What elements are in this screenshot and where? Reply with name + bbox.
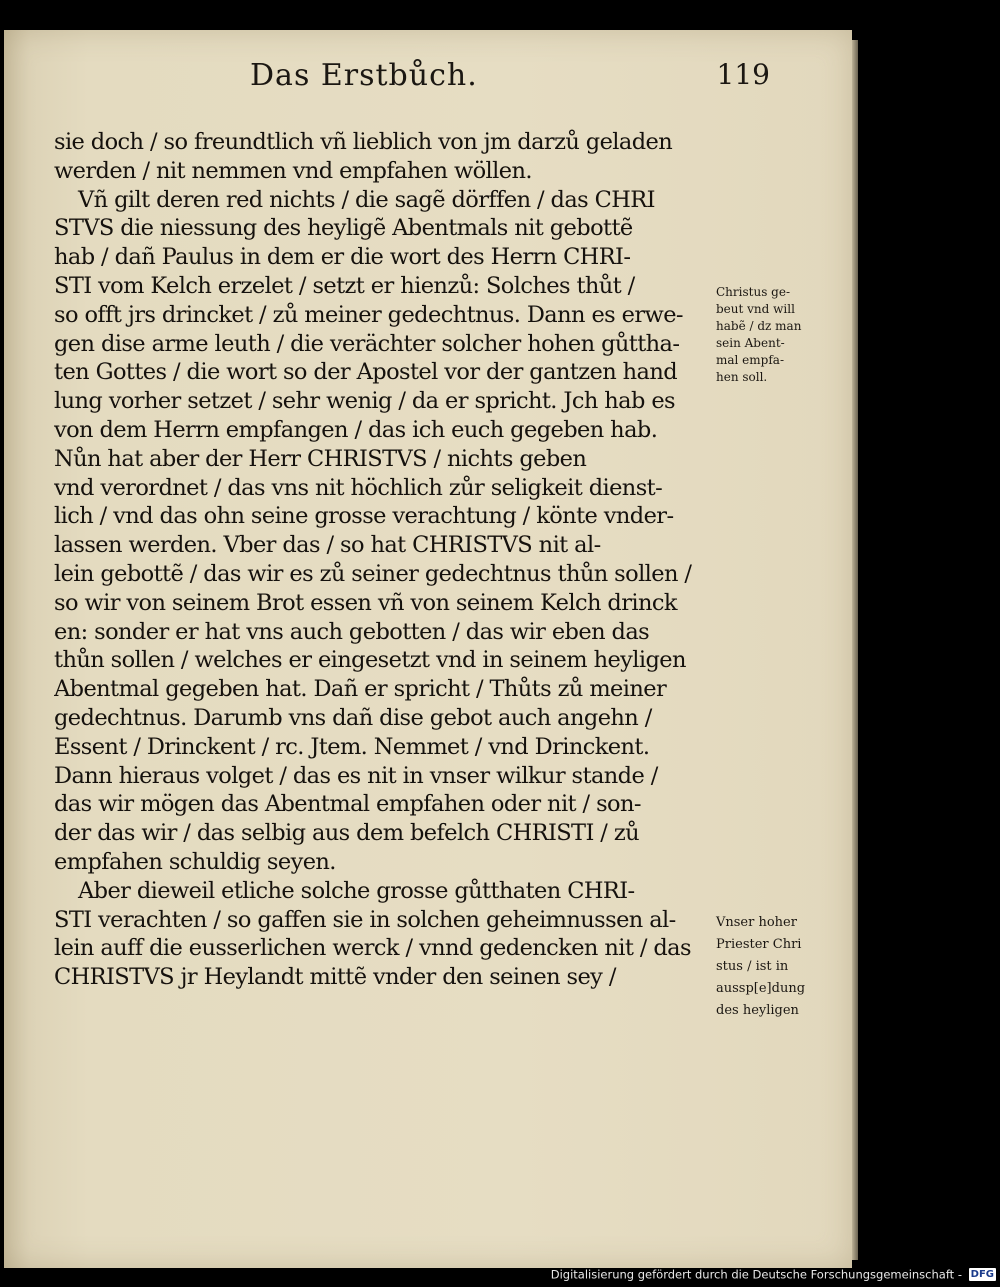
margin-note-line: mal empfa-	[716, 353, 784, 367]
text-line: en: sonder er hat vns auch gebotten / das wir eben das	[54, 618, 650, 645]
footer-credit: Digitalisierung gefördert durch die Deutsche Forschungsgemeinschaft -	[550, 1267, 962, 1282]
text-line: STVS die niessung des heyligẽ Abentmals nit gebottẽ	[54, 215, 633, 242]
text-line: werden / nit nemmen vnd empfahen wöllen.	[54, 157, 532, 184]
text-line: lung vorher setzet / sehr wenig / da er spricht. Jch hab es	[54, 388, 675, 415]
text-line: empfahen schuldig seyen.	[54, 848, 336, 875]
text-line: STI verachten / so gaffen sie in solchen geheimnussen al-	[54, 906, 676, 933]
main-text-block	[54, 128, 714, 992]
margin-note-line: Vnser hoher	[716, 915, 797, 930]
text-line: gedechtnus. Darumb vns dañ dise gebot auch angehn /	[54, 704, 652, 731]
page-edge-shadow	[852, 40, 858, 1260]
margin-note-line: stus / ist in	[716, 959, 789, 974]
margin-note-line: Priester Chri	[716, 937, 802, 952]
text-line: sie doch / so freundtlich vñ lieblich von jm darzů geladen	[54, 129, 673, 155]
margin-note-line: sein Abent-	[716, 336, 785, 350]
text-line: vnd verordnet / das vns nit höchlich zůr seligkeit dienst-	[54, 474, 663, 501]
margin-note-line: habẽ / dz man	[716, 319, 802, 333]
text-line: der das wir / das selbig aus dem befelch CHRISTI / zů	[54, 820, 639, 847]
margin-note-line: Christus ge-	[716, 285, 791, 299]
running-header	[250, 58, 770, 98]
running-head-title: Das Erstbůch.	[250, 58, 478, 93]
text-line: hab / dañ Paulus in dem er die wort des Herrn CHRI-	[54, 244, 631, 271]
text-line: lassen werden. Vber das / so hat CHRISTVS nit al-	[54, 532, 601, 559]
digitization-footer	[551, 1267, 996, 1285]
text-line: gen dise arme leuth / die verächter solcher hohen gůttha-	[54, 330, 680, 357]
dfg-logo-icon: DFG	[970, 1269, 994, 1280]
text-line: von dem Herrn empfangen / das ich euch gegeben hab.	[54, 416, 658, 443]
text-line: Nůn hat aber der Herr CHRISTVS / nichts geben	[54, 445, 587, 472]
text-line: so offt jrs drincket / zů meiner gedechtnus. Dann es erwe-	[54, 301, 683, 328]
text-line: so wir von seinem Brot essen vñ von seinem Kelch drinck	[54, 589, 677, 616]
margin-note-line: beut vnd will	[716, 302, 795, 316]
margin-note-line: hen soll.	[716, 370, 768, 384]
text-line: CHRISTVS jr Heylandt mittẽ vnder den seinen sey /	[54, 964, 616, 991]
text-line: das wir mögen das Abentmal empfahen oder nit / son-	[54, 791, 641, 818]
text-line: Essent / Drinckent / rc. Jtem. Nemmet / vnd Drinckent.	[54, 733, 650, 760]
margin-note-christus	[716, 284, 826, 386]
text-line: lein auff die eusserlichen werck / vnnd gedencken nit / das	[54, 935, 691, 962]
page-number: 119	[716, 58, 770, 91]
text-line: Vñ gilt deren red nichts / die sagẽ dörffen / das CHRI	[78, 186, 655, 213]
text-line: thůn sollen / welches er eingesetzt vnd in seinem heyligen	[54, 647, 686, 674]
margin-note-priester	[716, 912, 826, 1022]
margin-note-line: des heyligen	[716, 1003, 799, 1018]
text-line: Dann hieraus volget / das es nit in vnser wilkur stande /	[54, 762, 658, 789]
margin-note-line: aussp[e]dung	[716, 981, 806, 996]
text-line: lein gebottẽ / das wir es zů seiner gedechtnus thůn sollen /	[54, 560, 692, 587]
text-line: lich / vnd das ohn seine grosse verachtung / könte vnder-	[54, 503, 674, 530]
text-line: Aber dieweil etliche solche grosse gůtthaten CHRI-	[78, 877, 635, 904]
text-line: STI vom Kelch erzelet / setzt er hienzů: Solches thůt /	[54, 272, 635, 299]
text-line: Abentmal gegeben hat. Dañ er spricht / Thůts zů meiner	[54, 676, 667, 703]
text-line: ten Gottes / die wort so der Apostel vor der gantzen hand	[54, 359, 678, 386]
